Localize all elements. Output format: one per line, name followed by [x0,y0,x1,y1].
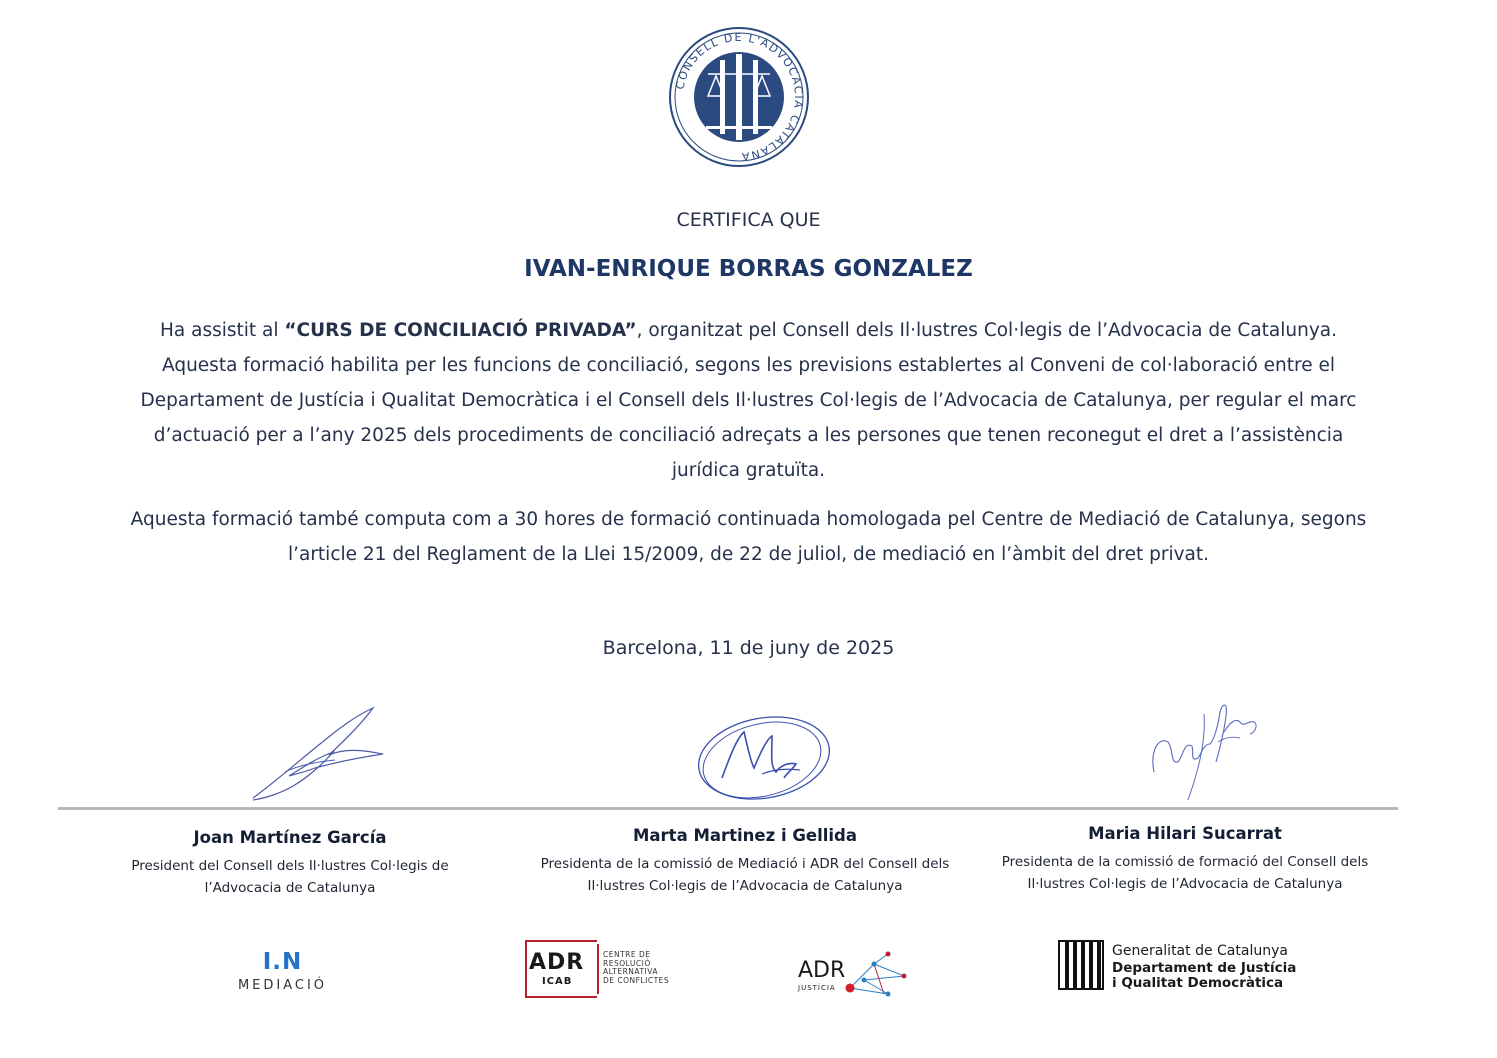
adr-desc-line: RESOLUCIÓ [603,958,651,968]
generalitat-line1: Generalitat de Catalunya [1112,943,1288,959]
signature-1 [245,700,395,805]
signer-name: Maria Hilari Sucarrat [1088,824,1282,843]
consell-seal-logo [668,26,810,168]
paragraph1-lead: Ha assistit al [159,320,285,341]
catalan-flag-icon [1058,940,1104,990]
in-logo-text: MEDIACIÓ [237,978,328,993]
certifies-heading: CERTIFICA QUE [676,209,821,231]
adr-desc-line: ALTERNATIVA [603,967,659,976]
adr-desc-line: DE CONFLICTES [603,975,670,985]
signer-name: Marta Martinez i Gellida [632,826,858,845]
in-mediacio-logo [230,950,335,993]
adr-icab-description [603,951,669,985]
adr-icab-main: ADR [529,950,585,975]
recipient-name: IVAN-ENRIQUE BORRAS GONZALEZ [524,256,973,282]
adr-justicia-logo [796,950,911,1000]
course-paragraph [120,313,1377,488]
place-date: Barcelona, 11 de juny de 2025 [602,637,895,659]
adr-justicia-main: ADR [798,958,846,983]
signer-1 [100,828,480,899]
signer-role: Presidenta de la comissió de Mediació i ADR del Consell dels Il·lustres Col·legis de l’Advocacia de Catalunya [540,856,950,894]
signer-name: Joan Martínez García [193,828,387,847]
signer-role: President del Consell dels Il·lustres Col·legis de l’Advocacia de Catalunya [131,858,449,896]
adr-icab-sub: ICAB [542,976,573,987]
signature-rule [58,807,1398,810]
generalitat-line2: Departament de Justícia [1112,960,1297,976]
signer-role: Presidenta de la comissió de formació del Consell dels Il·lustres Col·legis de l’Advocacia de Catalunya [1001,854,1369,892]
generalitat-line3: i Qualitat Democràtica [1112,975,1284,991]
signer-3 [975,824,1395,895]
course-name: “CURS DE CONCILIACIÓ PRIVADA” [284,320,637,341]
in-logo-mark: I.N [262,949,303,975]
adr-icab-logo [525,940,675,998]
network-icon [844,950,910,1000]
adr-justicia-sub: JUSTÍCIA [798,984,836,992]
hours-paragraph: Aquesta formació també computa com a 30 hores de formació continuada homologada pel Centre de Mediació de Catalunya, segons l’article 21 del Reglament de la Llei 15/2009, de 22 de juliol, de mediació en l’àmbit del dret privat. [130,509,1367,565]
signature-3 [1140,692,1265,807]
signature-2 [692,708,837,808]
signer-2 [530,826,960,897]
adr-desc-line: CENTRE DE [603,950,651,959]
seal-ring-text: CONSELL DE L'ADVOCACIA CATALANA [673,30,806,164]
paragraph1-rest: , organitzat pel Consell dels Il·lustres Col·legis de l’Advocacia de Catalunya. Aquesta formació habilita per les funcions de conciliació, segons les previsions establertes al Conveni de col·laboració entre el Departament de Justícia i Qualitat Democràtica i el Consell dels Il·lustres Col·legis de l’Advocacia de Catalunya, per regular el marc d’actuació per a l’any 2025 dels procediments de conciliació adreçats a les persones que tenen reconegut el dret a l’assistència jurídica gratuïta. [140,320,1357,481]
generalitat-logo [1058,940,1328,992]
adr-icab-divider [597,944,599,994]
